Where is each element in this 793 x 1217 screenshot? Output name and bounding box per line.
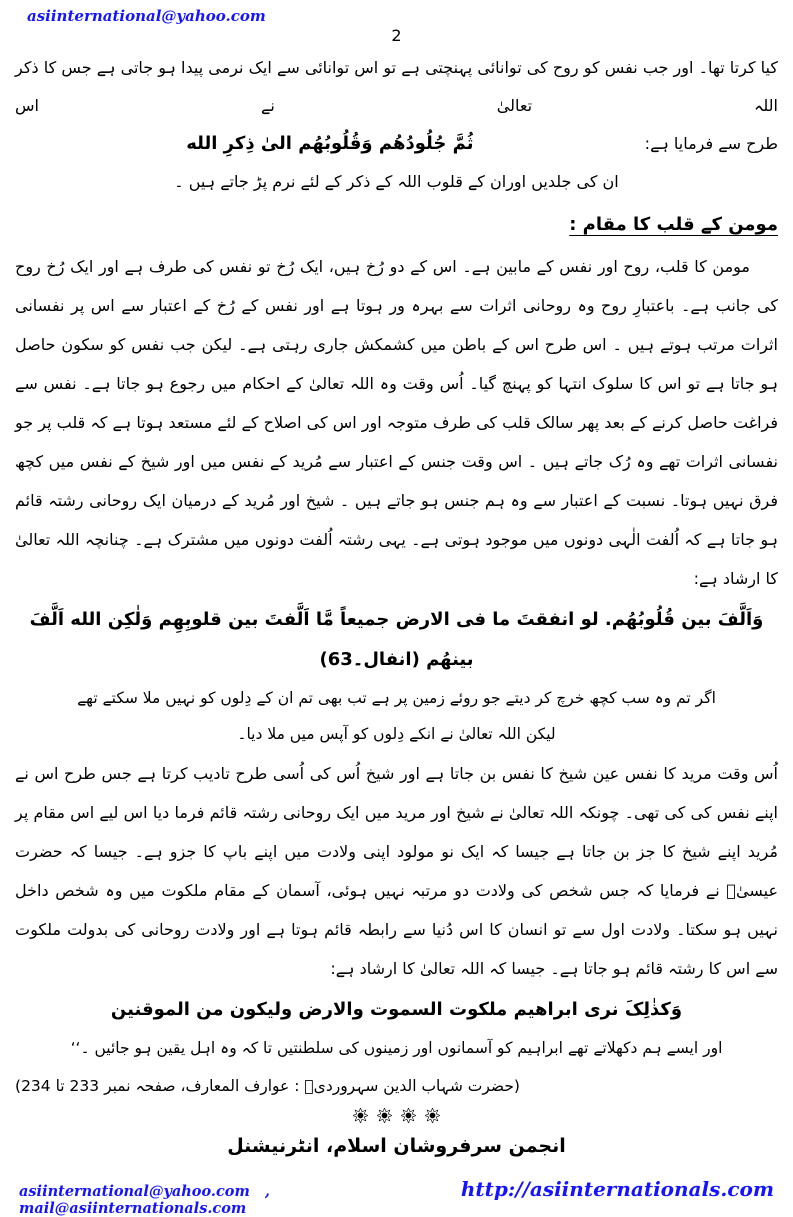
intro-verse-translation: ان کی جلدیں اوران کے قلوب اللہ کے ذکر کے لئے نرم پڑ جاتے ہیں ۔ bbox=[174, 172, 619, 191]
star-ornament-icon bbox=[425, 1108, 440, 1123]
intro-lead-row bbox=[15, 125, 778, 163]
intro-block bbox=[15, 45, 778, 201]
intro-line: کیا کرتا تھا۔ اور جب نفس کو روح کی توانائی پہنچتی ہے تو اس توانائی سے ایک نرمی پیدا ہو جاتی ہے جس کا ذکر اللہ تعالیٰ نے اس bbox=[15, 58, 778, 115]
source-attribution: (حضرت شہاب الدین سہروردیؒ : عوارف المعارف، صفحہ نمبر 233 تا 234) bbox=[15, 1077, 520, 1095]
star-ornament-row bbox=[15, 1108, 778, 1123]
quran-verse-anfal: وَاَلَّفَ بین قُلُوبُهُم. لو انفقتَ ما فی الارض جمیعاً مَّا اَلَّفتَ بین قلوبِهِم وَلٰکِن الله اَلَّفَ بینهُم (انفال۔63) bbox=[29, 609, 764, 670]
section-heading-text: مومن کے قلب کا مقام : bbox=[569, 214, 778, 235]
verse1-translation-line2: لیکن اللہ تعالیٰ نے انکے دِلوں کو آپس میں ملا دیا۔ bbox=[237, 725, 556, 743]
footer-url-link[interactable]: http://asiinternationals.com bbox=[460, 1177, 774, 1201]
organization-name: انجمن سرفروشان اسلام، انٹرنیشنل bbox=[227, 1135, 566, 1157]
body-paragraph-1: مومن کا قلب، روح اور نفس کے مابین ہے۔ اس کے دو رُخ ہیں، ایک رُخ تو نفس کی طرف ہے اور ایک رُخ روح کی جانب ہے۔ باعتبارِ روح وہ روحانی اثرات سے بہرہ ور ہوتا ہے اور نفس کے رُخ کے اعتبار سے اس پر نفسانی اثرات مرتب ہوتے ہیں ۔ اس طرح اس کے باطن میں کشمکش جاری رہتی ہے۔ لیکن جب نفس کو سکون حاصل ہو جاتا ہے تو اس کا سلوک انتہا کو پہنچ گیا۔ اُس وقت وہ اللہ تعالیٰ کے احکام میں رجوع ہو جاتا ہے۔ نفس سے فراغت حاصل کرنے کے بعد پھر سالک قلب کی طرف متوجہ اور اس کی اصلاح کے لئے مستعد ہوتا ہے کہ قلب پر جو نفسانی اثرات تھے وہ رُک جاتے ہیں ۔ اس وقت جنس کے اعتبار سے مُرید کے نفس میں اور شیخ کے نفس میں کچھ فرق نہیں ہوتا۔ نسبت کے اعتبار سے وہ ہم جنس ہو جاتے ہیں ۔ شیخ اور مُرید کے درمیان ایک روحانی رشتہ قائم ہو جاتا ہے کہ اُلفت الٰہی دونوں میں موجود ہوتی ہے۔ یہی رشتہ اُلفت دونوں میں مشترک ہے۔ چنانچہ اللہ تعالیٰ کا ارشاد ہے: bbox=[15, 257, 779, 588]
page-footer bbox=[15, 1177, 778, 1217]
quran-verse-malakut: وَکذٰلِکَ نری ابراهیم ملکوت السموت والارض ولیکون من الموقنین bbox=[110, 999, 683, 1020]
page-bottom-block bbox=[15, 1104, 778, 1217]
star-ornament-icon bbox=[377, 1108, 392, 1123]
footer-emails bbox=[19, 1183, 461, 1217]
verse1-translation-line1: اگر تم وہ سب کچھ خرچ کر دیتے جو روئے زمین پر ہے تب بھی تم ان کے دِلوں کو نہیں ملا سکتے تھے bbox=[77, 689, 716, 707]
footer-email-separator: , bbox=[264, 1183, 270, 1200]
page-number: 2 bbox=[391, 26, 402, 45]
intro-arabic-verse: ثُمَّ جُلُودُهُم وَقُلُوبُهُم الیٰ ذِکرِ الله bbox=[186, 133, 474, 154]
intro-lead-in: طرح سے فرمایا ہے: bbox=[644, 134, 778, 153]
page-header bbox=[15, 6, 778, 45]
star-ornament-icon bbox=[353, 1108, 368, 1123]
body-paragraph-2: اُس وقت مرید کا نفس عین شیخ کا نفس بن جاتا ہے اور شیخ اُس کی اُسی طرح تادیب کرتا ہے جس طرح اس نے اپنے نفس کی کی تھی۔ چونکہ اللہ تعالیٰ نے شیخ اور مرید میں ایک روحانی رشتہ قائم فرما دیا اس لیے اس مقام پر مُرید اپنے شیخ کا جز بن جاتا ہے جیسا کہ ایک نو مولود اپنی ولادت میں اپنے باپ کا جزو ہے۔ جیسا کہ حضرت عیسیٰؑ نے فرمایا کہ جس شخص کی ولادت دو مرتبہ نہیں ہوئی، آسمان کے مقام ملکوت میں وہ شخص داخل نہیں ہو سکتا۔ ولادت اول سے تو انسان کا اس دُنیا سے رابطہ قائم ہوتا ہے اور ولادت روحانی کی بدولت ملکوت سے اس کا رشتہ قائم ہو جاتا ہے۔ جیسا کہ اللہ تعالیٰ کا ارشاد ہے: bbox=[15, 764, 778, 978]
verse2-translation: اور ایسے ہم دکھلاتے تھے ابراہیم کو آسمانوں اور زمینوں کی سلطنتیں تا کہ وہ اہل یقین ہو جائیں ۔‘‘ bbox=[70, 1039, 723, 1057]
star-ornament-icon bbox=[401, 1108, 416, 1123]
section-heading bbox=[15, 205, 778, 245]
header-email-link[interactable]: asiinternational@yahoo.com bbox=[27, 7, 266, 25]
footer-email2-link[interactable]: mail@asiinternationals.com bbox=[19, 1200, 247, 1217]
footer-email1-link[interactable]: asiinternational@yahoo.com bbox=[19, 1183, 250, 1200]
